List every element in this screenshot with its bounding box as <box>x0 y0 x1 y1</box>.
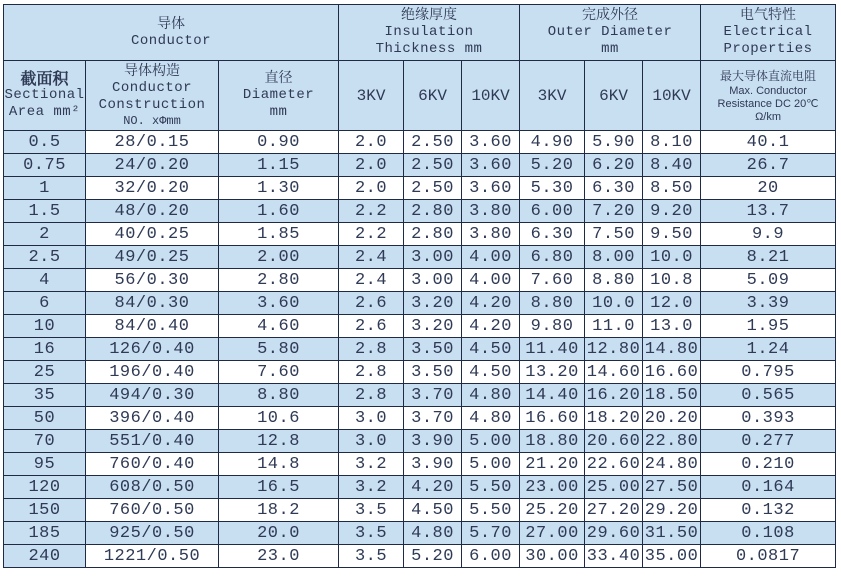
outer-3kv-cell: 5.20 <box>520 154 585 177</box>
insulation-10kv-cell: 4.00 <box>462 246 520 269</box>
diameter-cell: 2.00 <box>219 246 339 269</box>
insulation-6kv-cell: 3.70 <box>404 384 462 407</box>
insulation-6kv-cell: 3.00 <box>404 246 462 269</box>
area-header-en: Sectional <box>4 87 85 103</box>
insulation-10kv-cell: 4.20 <box>462 315 520 338</box>
insulation-10kv-cell: 4.50 <box>462 338 520 361</box>
diameter-cell: 4.60 <box>219 315 339 338</box>
diameter-cell: 18.2 <box>219 499 339 522</box>
spec-table-body <box>4 131 836 568</box>
insulation-3kv-cell: 2.8 <box>339 384 404 407</box>
outer-3kv-cell: 5.30 <box>520 177 585 200</box>
table-row <box>4 315 836 338</box>
outer-6kv-cell: 12.80 <box>585 338 643 361</box>
insulation-6kv-cell: 2.80 <box>404 223 462 246</box>
outer-6kv-cell: 33.40 <box>585 545 643 568</box>
diameter-header-unit: mm <box>269 104 288 120</box>
area-column-header <box>4 61 86 131</box>
insulation-3kv-cell: 2.4 <box>339 246 404 269</box>
insulation-3kv-cell: 3.2 <box>339 453 404 476</box>
insulation-header-en: Insulation <box>384 24 474 40</box>
area-cell: 185 <box>4 522 86 545</box>
construction-cell: 396/0.40 <box>86 407 219 430</box>
outer-6kv-cell: 22.60 <box>585 453 643 476</box>
insulation-10kv-cell: 3.60 <box>462 177 520 200</box>
area-cell: 120 <box>4 476 86 499</box>
outer-diameter-group-header <box>520 5 701 61</box>
insulation-6kv-cell: 3.70 <box>404 407 462 430</box>
insulation-3kv-cell: 2.8 <box>339 361 404 384</box>
construction-cell: 760/0.40 <box>86 453 219 476</box>
construction-cell: 32/0.20 <box>86 177 219 200</box>
resistance-cell: 9.9 <box>701 223 836 246</box>
insulation-10kv-cell: 5.50 <box>462 476 520 499</box>
outer-6kv-cell: 16.20 <box>585 384 643 407</box>
diameter-cell: 3.60 <box>219 292 339 315</box>
area-cell: 0.75 <box>4 154 86 177</box>
insulation-10kv-cell: 4.20 <box>462 292 520 315</box>
outer-10kv-cell: 27.50 <box>643 476 701 499</box>
diameter-cell: 1.15 <box>219 154 339 177</box>
area-cell: 4 <box>4 269 86 292</box>
table-row <box>4 269 836 292</box>
insulation-3kv-cell: 2.6 <box>339 292 404 315</box>
diameter-column-header <box>219 61 339 131</box>
insulation-6kv-cell: 3.50 <box>404 338 462 361</box>
resistance-cell: 1.95 <box>701 315 836 338</box>
insulation-10kv-cell: 5.00 <box>462 453 520 476</box>
insulation-6kv-cell: 3.20 <box>404 292 462 315</box>
table-row <box>4 200 836 223</box>
outer-3kv-cell: 6.30 <box>520 223 585 246</box>
construction-cell: 760/0.50 <box>86 499 219 522</box>
insulation-6kv-header: 6KV <box>404 61 462 131</box>
outer-6kv-cell: 6.20 <box>585 154 643 177</box>
construction-cell: 1221/0.50 <box>86 545 219 568</box>
table-row <box>4 154 836 177</box>
insulation-3kv-cell: 3.5 <box>339 499 404 522</box>
outer-3kv-cell: 13.20 <box>520 361 585 384</box>
outer-10kv-header: 10KV <box>643 61 701 131</box>
construction-cell: 196/0.40 <box>86 361 219 384</box>
diameter-cell: 10.6 <box>219 407 339 430</box>
outer-6kv-cell: 7.50 <box>585 223 643 246</box>
area-cell: 25 <box>4 361 86 384</box>
outer-6kv-cell: 14.60 <box>585 361 643 384</box>
insulation-3kv-cell: 2.4 <box>339 269 404 292</box>
area-cell: 2.5 <box>4 246 86 269</box>
outer-10kv-cell: 31.50 <box>643 522 701 545</box>
table-row <box>4 246 836 269</box>
outer-3kv-cell: 18.80 <box>520 430 585 453</box>
electrical-header-en: Electrical <box>723 24 813 40</box>
table-row <box>4 384 836 407</box>
insulation-3kv-cell: 2.6 <box>339 315 404 338</box>
outer-6kv-cell: 8.80 <box>585 269 643 292</box>
area-cell: 1 <box>4 177 86 200</box>
insulation-10kv-cell: 3.60 <box>462 131 520 154</box>
outer-3kv-cell: 8.80 <box>520 292 585 315</box>
outer-6kv-cell: 18.20 <box>585 407 643 430</box>
diameter-cell: 8.80 <box>219 384 339 407</box>
outer-10kv-cell: 9.50 <box>643 223 701 246</box>
outer-6kv-cell: 7.20 <box>585 200 643 223</box>
construction-cell: 24/0.20 <box>86 154 219 177</box>
area-cell: 2 <box>4 223 86 246</box>
insulation-10kv-cell: 6.00 <box>462 545 520 568</box>
insulation-10kv-cell: 4.80 <box>462 384 520 407</box>
outer-3kv-cell: 30.00 <box>520 545 585 568</box>
insulation-3kv-cell: 2.8 <box>339 338 404 361</box>
insulation-10kv-cell: 4.80 <box>462 407 520 430</box>
outer-6kv-cell: 25.00 <box>585 476 643 499</box>
outer-3kv-header: 3KV <box>520 61 585 131</box>
insulation-3kv-cell: 2.0 <box>339 154 404 177</box>
table-row <box>4 476 836 499</box>
construction-cell: 925/0.50 <box>86 522 219 545</box>
outer-3kv-cell: 6.80 <box>520 246 585 269</box>
table-row <box>4 430 836 453</box>
construction-header-en2: Construction <box>98 97 206 113</box>
outer-6kv-cell: 10.0 <box>585 292 643 315</box>
insulation-10kv-cell: 5.70 <box>462 522 520 545</box>
diameter-cell: 23.0 <box>219 545 339 568</box>
insulation-3kv-cell: 2.0 <box>339 131 404 154</box>
construction-column-header <box>86 61 219 131</box>
outer-3kv-cell: 16.60 <box>520 407 585 430</box>
resistance-column-header <box>701 61 836 131</box>
area-cell: 16 <box>4 338 86 361</box>
outer-3kv-cell: 4.90 <box>520 131 585 154</box>
insulation-6kv-cell: 3.50 <box>404 361 462 384</box>
conductor-group-header <box>4 5 339 61</box>
insulation-6kv-cell: 3.00 <box>404 269 462 292</box>
resistance-cell: 13.7 <box>701 200 836 223</box>
outer-3kv-cell: 27.00 <box>520 522 585 545</box>
outer-3kv-cell: 14.40 <box>520 384 585 407</box>
insulation-3kv-cell: 2.2 <box>339 223 404 246</box>
outer-3kv-cell: 7.60 <box>520 269 585 292</box>
construction-header-unit: NO. xΦmm <box>123 114 181 128</box>
outer-6kv-cell: 6.30 <box>585 177 643 200</box>
resistance-cell: 0.210 <box>701 453 836 476</box>
resistance-cell: 3.39 <box>701 292 836 315</box>
resistance-cell: 0.795 <box>701 361 836 384</box>
conductor-header-cn: 导体 <box>157 15 186 32</box>
resistance-header-en2: Resistance DC 20℃ <box>717 97 819 110</box>
construction-cell: 494/0.30 <box>86 384 219 407</box>
insulation-10kv-cell: 3.80 <box>462 200 520 223</box>
resistance-cell: 0.277 <box>701 430 836 453</box>
outer-6kv-cell: 8.00 <box>585 246 643 269</box>
table-row <box>4 453 836 476</box>
insulation-6kv-cell: 3.20 <box>404 315 462 338</box>
diameter-cell: 1.60 <box>219 200 339 223</box>
insulation-6kv-cell: 2.80 <box>404 200 462 223</box>
outer-3kv-cell: 9.80 <box>520 315 585 338</box>
insulation-6kv-cell: 4.50 <box>404 499 462 522</box>
outer-6kv-cell: 27.20 <box>585 499 643 522</box>
insulation-10kv-header: 10KV <box>462 61 520 131</box>
outer-10kv-cell: 16.60 <box>643 361 701 384</box>
outer-3kv-cell: 21.20 <box>520 453 585 476</box>
outer-10kv-cell: 22.80 <box>643 430 701 453</box>
area-header-cn: 截面积 <box>20 69 69 88</box>
table-row <box>4 522 836 545</box>
outer-10kv-cell: 10.0 <box>643 246 701 269</box>
outer-3kv-cell: 23.00 <box>520 476 585 499</box>
table-row <box>4 407 836 430</box>
table-row <box>4 292 836 315</box>
construction-cell: 608/0.50 <box>86 476 219 499</box>
outer-6kv-header: 6KV <box>585 61 643 131</box>
insulation-header-unit: Thickness mm <box>375 41 483 57</box>
outer-10kv-cell: 18.50 <box>643 384 701 407</box>
diameter-cell: 5.80 <box>219 338 339 361</box>
resistance-cell: 0.108 <box>701 522 836 545</box>
insulation-3kv-cell: 3.0 <box>339 407 404 430</box>
resistance-cell: 26.7 <box>701 154 836 177</box>
outer-6kv-cell: 29.60 <box>585 522 643 545</box>
construction-cell: 28/0.15 <box>86 131 219 154</box>
table-row <box>4 131 836 154</box>
insulation-3kv-cell: 3.5 <box>339 522 404 545</box>
insulation-3kv-cell: 2.0 <box>339 177 404 200</box>
insulation-10kv-cell: 4.00 <box>462 269 520 292</box>
outer-10kv-cell: 35.00 <box>643 545 701 568</box>
table-row <box>4 361 836 384</box>
construction-cell: 84/0.30 <box>86 292 219 315</box>
area-cell: 0.5 <box>4 131 86 154</box>
outer-10kv-cell: 20.20 <box>643 407 701 430</box>
insulation-3kv-cell: 3.5 <box>339 545 404 568</box>
outer-10kv-cell: 8.50 <box>643 177 701 200</box>
construction-cell: 40/0.25 <box>86 223 219 246</box>
outer-10kv-cell: 12.0 <box>643 292 701 315</box>
outer-6kv-cell: 11.0 <box>585 315 643 338</box>
resistance-cell: 8.21 <box>701 246 836 269</box>
table-row <box>4 177 836 200</box>
resistance-cell: 0.0817 <box>701 545 836 568</box>
diameter-cell: 14.8 <box>219 453 339 476</box>
outer-6kv-cell: 20.60 <box>585 430 643 453</box>
diameter-cell: 1.85 <box>219 223 339 246</box>
resistance-cell: 1.24 <box>701 338 836 361</box>
diameter-cell: 0.90 <box>219 131 339 154</box>
table-row <box>4 499 836 522</box>
construction-cell: 551/0.40 <box>86 430 219 453</box>
outer-header-en: Outer Diameter <box>547 24 673 40</box>
outer-3kv-cell: 11.40 <box>520 338 585 361</box>
resistance-cell: 20 <box>701 177 836 200</box>
diameter-header-en: Diameter <box>242 87 315 103</box>
electrical-group-header <box>701 5 836 61</box>
insulation-group-header <box>339 5 520 61</box>
cable-spec-table <box>3 4 836 568</box>
area-cell: 70 <box>4 430 86 453</box>
table-row <box>4 223 836 246</box>
insulation-3kv-cell: 2.2 <box>339 200 404 223</box>
conductor-header-en: Conductor <box>130 32 212 49</box>
insulation-10kv-cell: 3.60 <box>462 154 520 177</box>
insulation-header-cn: 绝缘厚度 <box>401 7 458 23</box>
outer-10kv-cell: 9.20 <box>643 200 701 223</box>
area-cell: 10 <box>4 315 86 338</box>
insulation-3kv-header: 3KV <box>339 61 404 131</box>
insulation-6kv-cell: 3.90 <box>404 453 462 476</box>
insulation-3kv-cell: 3.2 <box>339 476 404 499</box>
outer-10kv-cell: 29.20 <box>643 499 701 522</box>
resistance-cell: 0.132 <box>701 499 836 522</box>
construction-cell: 84/0.40 <box>86 315 219 338</box>
insulation-6kv-cell: 3.90 <box>404 430 462 453</box>
insulation-3kv-cell: 3.0 <box>339 430 404 453</box>
insulation-10kv-cell: 5.50 <box>462 499 520 522</box>
insulation-6kv-cell: 2.50 <box>404 131 462 154</box>
resistance-cell: 5.09 <box>701 269 836 292</box>
outer-10kv-cell: 8.40 <box>643 154 701 177</box>
area-cell: 95 <box>4 453 86 476</box>
area-header-unit: Area mm² <box>8 104 81 120</box>
area-cell: 35 <box>4 384 86 407</box>
insulation-6kv-cell: 4.80 <box>404 522 462 545</box>
construction-cell: 48/0.20 <box>86 200 219 223</box>
outer-10kv-cell: 13.0 <box>643 315 701 338</box>
diameter-cell: 7.60 <box>219 361 339 384</box>
outer-10kv-cell: 14.80 <box>643 338 701 361</box>
insulation-10kv-cell: 5.00 <box>462 430 520 453</box>
electrical-header-cn: 电气特性 <box>740 7 797 23</box>
diameter-cell: 12.8 <box>219 430 339 453</box>
outer-3kv-cell: 6.00 <box>520 200 585 223</box>
diameter-cell: 2.80 <box>219 269 339 292</box>
insulation-6kv-cell: 4.20 <box>404 476 462 499</box>
insulation-10kv-cell: 3.80 <box>462 223 520 246</box>
diameter-cell: 20.0 <box>219 522 339 545</box>
outer-10kv-cell: 24.80 <box>643 453 701 476</box>
electrical-header-en2: Properties <box>723 41 813 57</box>
insulation-6kv-cell: 2.50 <box>404 177 462 200</box>
outer-3kv-cell: 25.20 <box>520 499 585 522</box>
resistance-cell: 40.1 <box>701 131 836 154</box>
area-cell: 50 <box>4 407 86 430</box>
construction-cell: 56/0.30 <box>86 269 219 292</box>
outer-header-cn: 完成外径 <box>582 7 639 23</box>
diameter-cell: 1.30 <box>219 177 339 200</box>
area-cell: 6 <box>4 292 86 315</box>
resistance-header-unit: Ω/km <box>755 110 782 123</box>
outer-10kv-cell: 10.8 <box>643 269 701 292</box>
outer-header-unit: mm <box>601 41 619 57</box>
outer-10kv-cell: 8.10 <box>643 131 701 154</box>
resistance-header-en: Max. Conductor <box>729 84 807 97</box>
insulation-6kv-cell: 2.50 <box>404 154 462 177</box>
resistance-cell: 0.393 <box>701 407 836 430</box>
area-cell: 150 <box>4 499 86 522</box>
table-row <box>4 545 836 568</box>
construction-header-en: Conductor <box>111 80 193 96</box>
area-cell: 1.5 <box>4 200 86 223</box>
construction-cell: 49/0.25 <box>86 246 219 269</box>
resistance-cell: 0.565 <box>701 384 836 407</box>
area-cell: 240 <box>4 545 86 568</box>
construction-header-cn: 导体构造 <box>124 63 180 79</box>
resistance-cell: 0.164 <box>701 476 836 499</box>
diameter-cell: 16.5 <box>219 476 339 499</box>
insulation-6kv-cell: 5.20 <box>404 545 462 568</box>
table-row <box>4 338 836 361</box>
outer-6kv-cell: 5.90 <box>585 131 643 154</box>
resistance-header-cn: 最大导体直流电阻 <box>720 68 817 83</box>
construction-cell: 126/0.40 <box>86 338 219 361</box>
diameter-header-cn: 直径 <box>264 70 293 86</box>
insulation-10kv-cell: 4.50 <box>462 361 520 384</box>
